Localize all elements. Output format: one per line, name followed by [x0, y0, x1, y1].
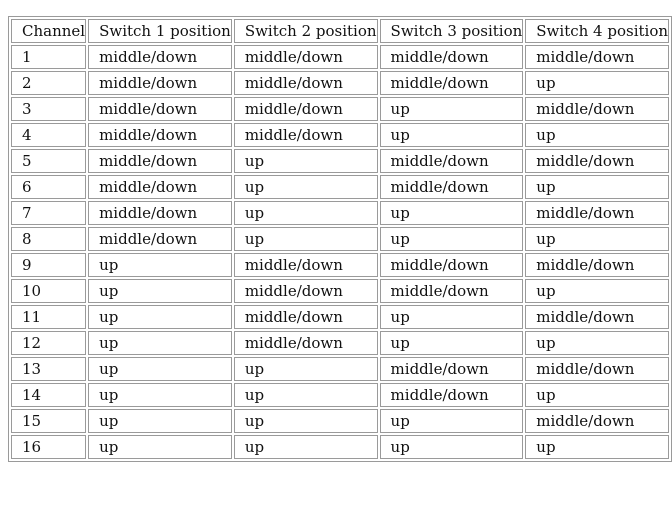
switch-2-cell: middle/down [234, 45, 378, 69]
header-switch-3: Switch 3 position [380, 19, 524, 43]
switch-1-cell: middle/down [88, 71, 232, 95]
switch-3-cell: middle/down [380, 71, 524, 95]
switch-1-cell: up [88, 331, 232, 355]
switch-4-cell: up [525, 71, 669, 95]
switch-1-cell: middle/down [88, 227, 232, 251]
switch-4-cell: middle/down [525, 305, 669, 329]
switch-3-cell: up [380, 201, 524, 225]
channel-cell: 4 [11, 123, 86, 147]
channel-cell: 16 [11, 435, 86, 459]
table-row [11, 253, 669, 277]
switch-3-cell: middle/down [380, 279, 524, 303]
channel-cell: 10 [11, 279, 86, 303]
switch-3-cell: up [380, 331, 524, 355]
switch-4-cell: middle/down [525, 149, 669, 173]
table-row [11, 331, 669, 355]
switch-1-cell: up [88, 253, 232, 277]
switch-2-cell: up [234, 357, 378, 381]
switch-2-cell: up [234, 435, 378, 459]
switch-4-cell: up [525, 175, 669, 199]
table-container [8, 16, 672, 462]
channel-cell: 9 [11, 253, 86, 277]
switch-4-cell: middle/down [525, 253, 669, 277]
switch-3-cell: middle/down [380, 45, 524, 69]
switch-4-cell: middle/down [525, 97, 669, 121]
switch-3-cell: middle/down [380, 175, 524, 199]
switch-4-cell: middle/down [525, 45, 669, 69]
channel-cell: 1 [11, 45, 86, 69]
table-row [11, 227, 669, 251]
table-row [11, 123, 669, 147]
switch-2-cell: middle/down [234, 97, 378, 121]
switch-2-cell: middle/down [234, 253, 378, 277]
header-switch-4: Switch 4 position [525, 19, 669, 43]
table-row [11, 383, 669, 407]
switch-1-cell: middle/down [88, 175, 232, 199]
switch-3-cell: middle/down [380, 383, 524, 407]
switch-1-cell: up [88, 383, 232, 407]
table-row [11, 409, 669, 433]
switch-2-cell: up [234, 175, 378, 199]
channel-cell: 7 [11, 201, 86, 225]
header-channel: Channel [11, 19, 86, 43]
table-row [11, 279, 669, 303]
switch-2-cell: middle/down [234, 305, 378, 329]
switch-3-cell: up [380, 305, 524, 329]
switch-3-cell: up [380, 97, 524, 121]
table-row [11, 357, 669, 381]
channel-cell: 15 [11, 409, 86, 433]
switch-4-cell: up [525, 227, 669, 251]
header-row [11, 19, 669, 43]
table-body [11, 45, 669, 459]
switch-4-cell: up [525, 279, 669, 303]
switch-3-cell: middle/down [380, 253, 524, 277]
switch-3-cell: middle/down [380, 149, 524, 173]
channel-switch-table [8, 16, 672, 462]
switch-4-cell: up [525, 123, 669, 147]
switch-2-cell: up [234, 227, 378, 251]
switch-1-cell: middle/down [88, 123, 232, 147]
switch-3-cell: up [380, 227, 524, 251]
header-switch-1: Switch 1 position [88, 19, 232, 43]
table-row [11, 175, 669, 199]
switch-1-cell: up [88, 357, 232, 381]
switch-4-cell: middle/down [525, 201, 669, 225]
switch-1-cell: middle/down [88, 45, 232, 69]
switch-4-cell: up [525, 331, 669, 355]
channel-cell: 8 [11, 227, 86, 251]
channel-cell: 3 [11, 97, 86, 121]
table-row [11, 45, 669, 69]
channel-cell: 13 [11, 357, 86, 381]
switch-1-cell: middle/down [88, 201, 232, 225]
switch-2-cell: middle/down [234, 71, 378, 95]
channel-cell: 14 [11, 383, 86, 407]
switch-2-cell: up [234, 149, 378, 173]
switch-4-cell: middle/down [525, 409, 669, 433]
switch-3-cell: up [380, 435, 524, 459]
table-row [11, 149, 669, 173]
switch-2-cell: middle/down [234, 279, 378, 303]
switch-1-cell: middle/down [88, 149, 232, 173]
switch-2-cell: up [234, 201, 378, 225]
channel-cell: 12 [11, 331, 86, 355]
channel-cell: 5 [11, 149, 86, 173]
channel-cell: 6 [11, 175, 86, 199]
table-row [11, 305, 669, 329]
header-switch-2: Switch 2 position [234, 19, 378, 43]
switch-1-cell: middle/down [88, 97, 232, 121]
switch-1-cell: up [88, 305, 232, 329]
switch-3-cell: up [380, 409, 524, 433]
switch-4-cell: up [525, 383, 669, 407]
table-row [11, 71, 669, 95]
switch-3-cell: up [380, 123, 524, 147]
switch-2-cell: up [234, 409, 378, 433]
table-header [11, 19, 669, 43]
table-row [11, 97, 669, 121]
switch-2-cell: up [234, 383, 378, 407]
channel-cell: 11 [11, 305, 86, 329]
switch-1-cell: up [88, 409, 232, 433]
switch-1-cell: up [88, 435, 232, 459]
switch-4-cell: middle/down [525, 357, 669, 381]
table-row [11, 435, 669, 459]
switch-2-cell: middle/down [234, 331, 378, 355]
table-row [11, 201, 669, 225]
switch-2-cell: middle/down [234, 123, 378, 147]
channel-cell: 2 [11, 71, 86, 95]
switch-4-cell: up [525, 435, 669, 459]
switch-3-cell: middle/down [380, 357, 524, 381]
switch-1-cell: up [88, 279, 232, 303]
